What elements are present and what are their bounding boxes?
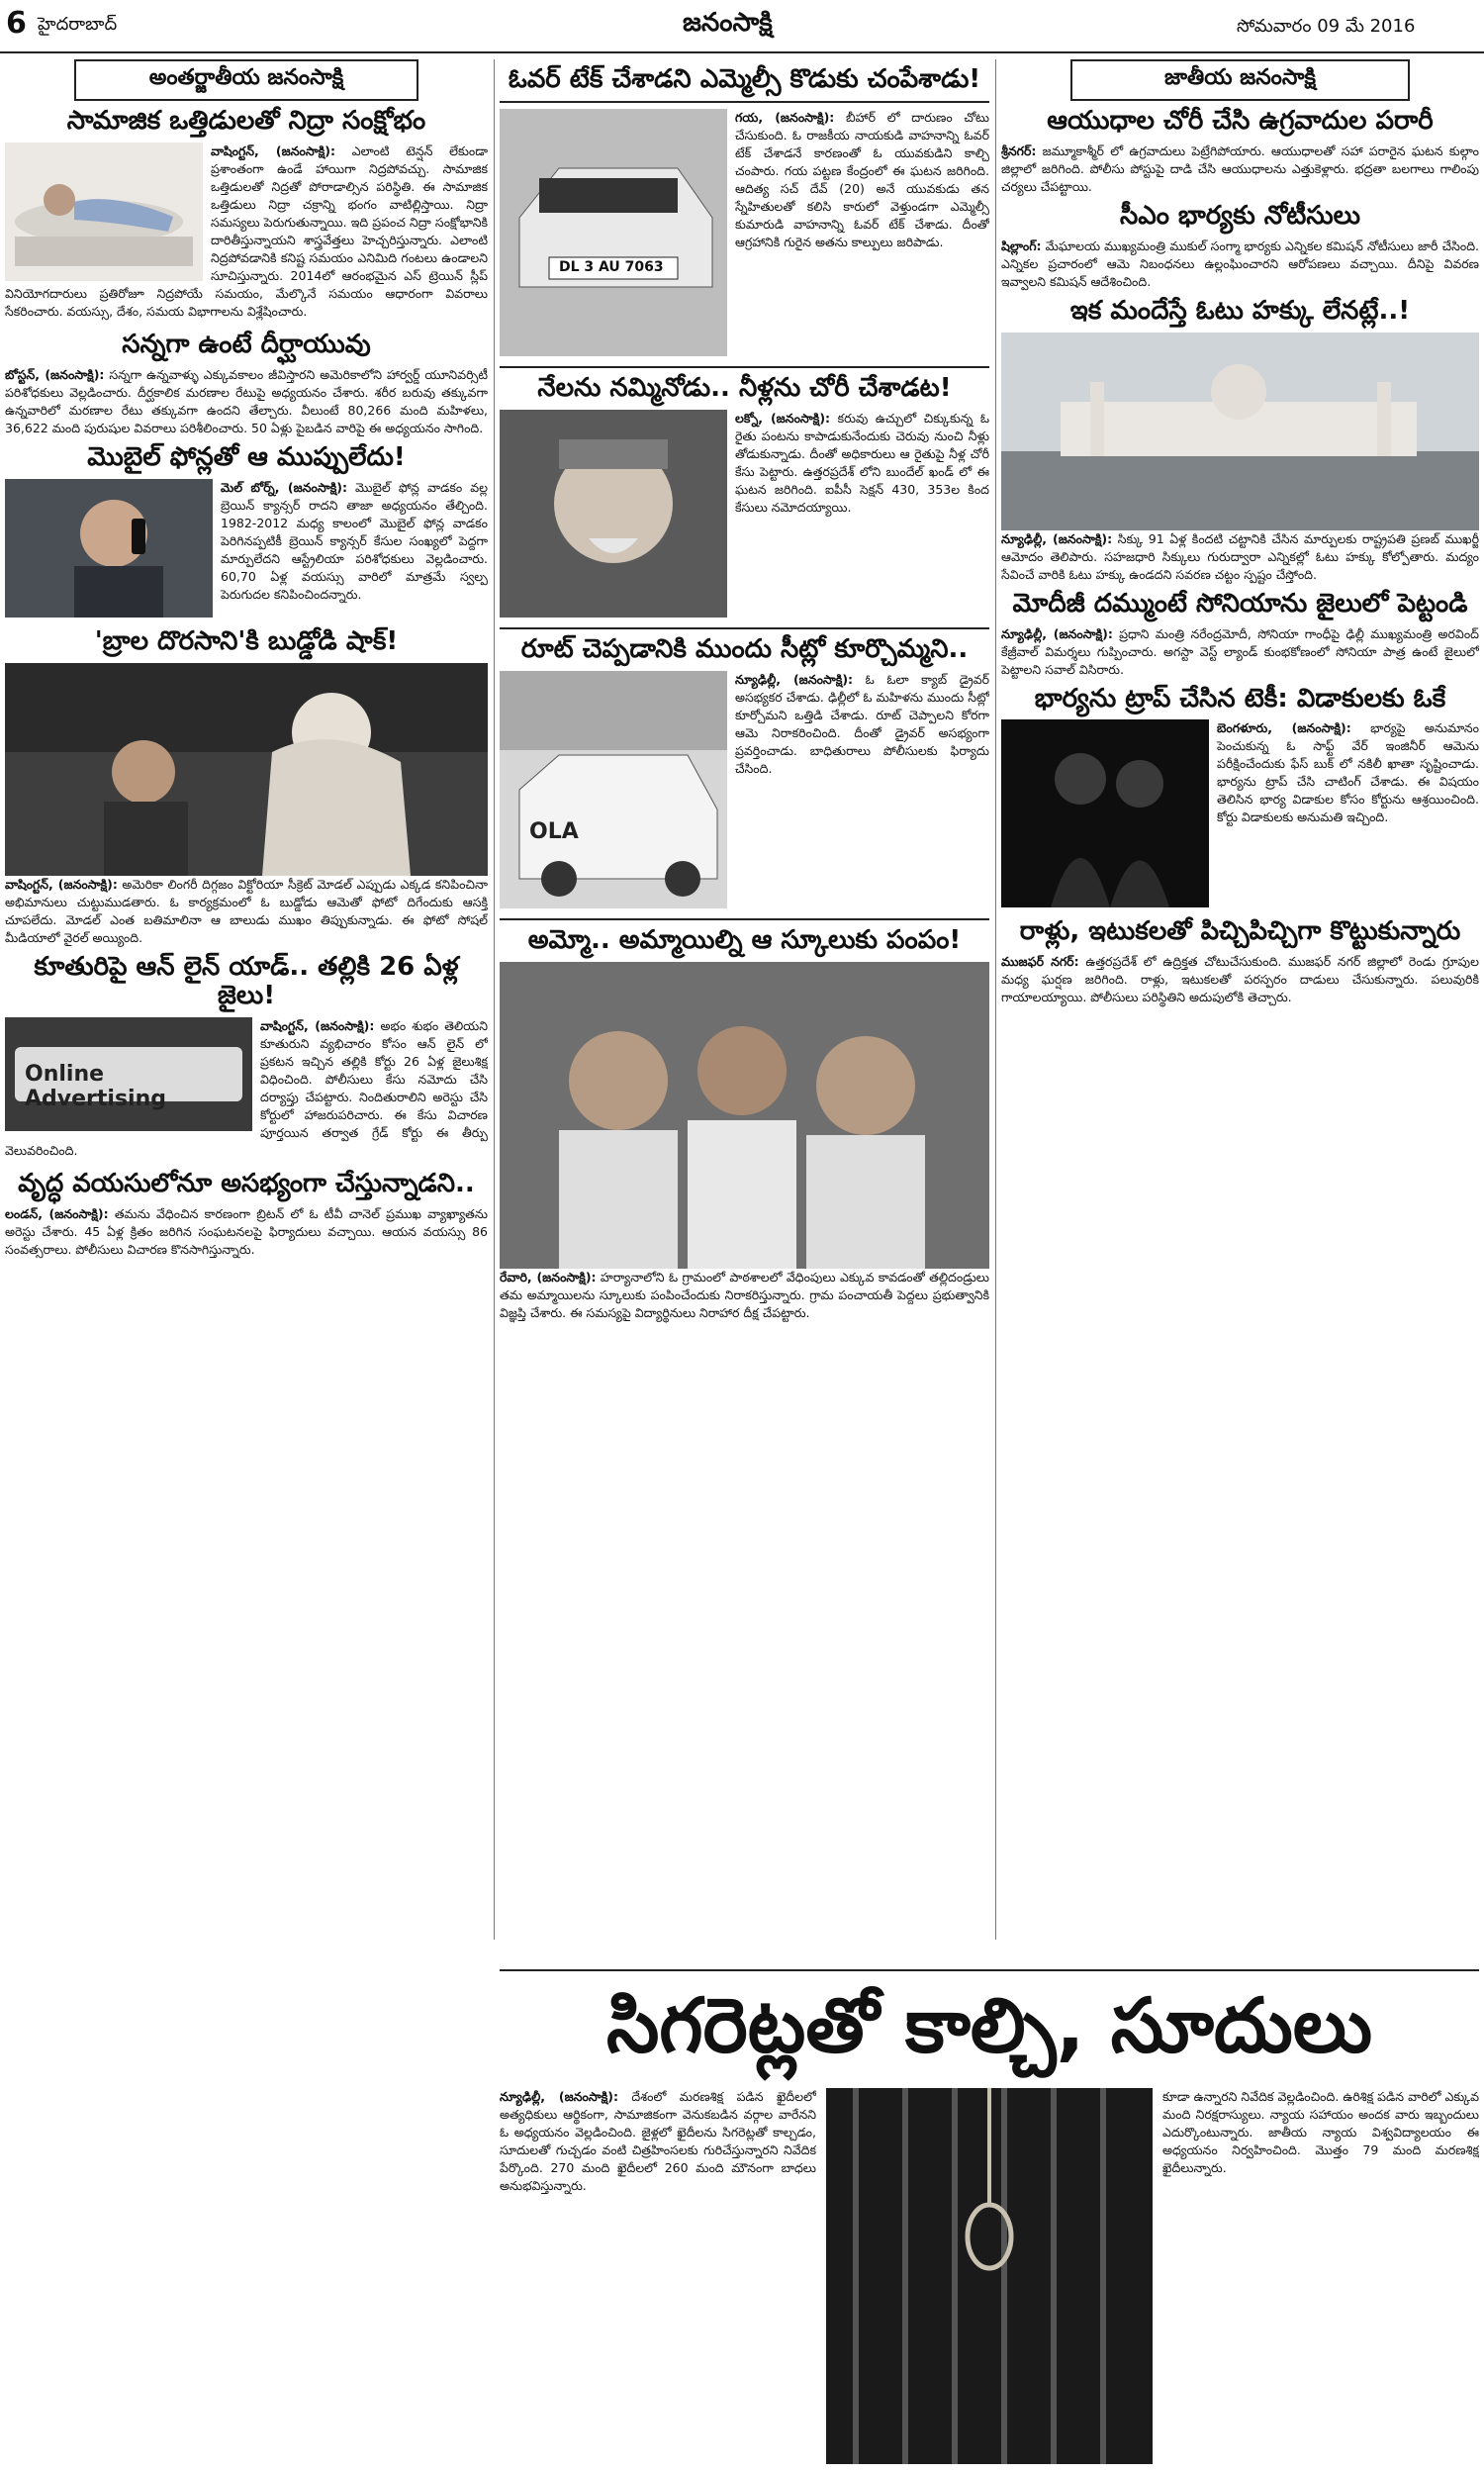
article-body: అభం శుభం తెలియని కూతురుని వ్యభిచారం కోసం ఆన్ లైన్ లో ప్రకటన ఇచ్చిన తల్లికి కోర్టు 26 ఏళ్ల జైలుశిక్ష విధించింది. పోలీసులు కేసు నమోదు చేసి దర్యాప్తు చేపట్టారు. నిందితురాలిని అరెస్టు చేసి కోర్టులో హాజరుపరిచారు. ఈ కేసు విచారణ పూర్తయిన తర్వాత గ్రేడ్ కోర్టు ఈ తీర్పు వెలువరించింది. bbox=[5, 1018, 488, 1159]
article-title: సామాజిక ఒత్తిడులతో నిద్రా సంక్షోభం bbox=[66, 106, 426, 136]
article-title: నేలను నమ్మినోడు.. నీళ్లను చోరీ చేశాడట! bbox=[500, 366, 989, 404]
article-body: ఉత్తరప్రదేశ్ లో ఉద్రిక్తత చోటుచేసుకుంది. ముజఫర్ నగర్ జిల్లాలో రెండు గ్రూపుల మధ్య ఘర్షణ జరిగింది. రాళ్లు, ఇటుకలతో పరస్పరం దాడులు చేసుకున్నారు. పలువురికి గాయాలయ్యాయి. పోలీసులు పరిస్థితిని అదుపులోకి తెచ్చారు. bbox=[1001, 954, 1479, 1005]
article-body: దేశంలో మరణశిక్ష పడిన ఖైదీలలో అత్యధికులు ఆర్థికంగా, సామాజికంగా వెనుకబడిన వర్గాల వారేనని ఓ అధ్యయనం వెల్లడించింది. జైళ్లలో ఖైదీలను సిగరెట్లతో కాల్చడం, సూదులతో గుచ్చడం వంటి చిత్రహింసలకు గురిచేస్తున్నారని నివేదిక పేర్కొంది. 270 మంది ఖైదీలలో 260 మంది మౌనంగా బాధలు అనుభవిస్తున్నారు. bbox=[500, 2089, 816, 2193]
article-title: సన్నగా ఉంటే దీర్ఘాయువు bbox=[122, 329, 371, 359]
farmer-photo bbox=[500, 410, 727, 618]
dateline: షిల్లాంగ్: bbox=[1001, 238, 1042, 253]
dateline: బోస్టన్, (జనంసాక్షి): bbox=[5, 366, 105, 382]
article-title: అమ్మో.. అమ్మాయిల్ని ఆ స్కూలుకు పంపం! bbox=[500, 918, 989, 956]
dateline: వాషింగ్టన్, (జనంసాక్షి): bbox=[260, 1018, 375, 1034]
article-title: ఆయుధాల చోరీ చేసి ఉగ్రవాదుల పరారీ bbox=[1047, 106, 1434, 136]
article-title: 'బ్రాల దొరసాని'కి బుడ్డోడి షాక్! bbox=[94, 625, 399, 656]
article-title: సీఎం భార్యకు నోటీసులు bbox=[1119, 200, 1361, 231]
article-body: జమ్మూకాశ్మీర్ లో ఉగ్రవాదులు పెట్రేగిపోయారు. ఆయుధాలతో సహా పరారైన ఘటన కుల్గాం జిల్లాలో జరిగింది. పోలీసు పోస్టుపై దాడి చేసి ఆయుధాలను ఎత్తుకెళ్లారు. భద్రతా బలగాలు గాలింపు చర్యలు చేపట్టాయి. bbox=[1001, 143, 1479, 194]
article-body: అమెరికా లింగరీ దిగ్గజం విక్టోరియా సీక్రెట్ మోడల్ ఎప్పుడు ఎక్కడ కనిపించినా అభిమానులు చుట్టుముడతారు. ఓ కార్యక్రమంలో ఓ బుడ్డోడు ఆమెతో ఫోటో దిగేందుకు ఆసక్తి చూపలేదు. మోడల్ ఎంత బతిమాలినా ఆ బాలుడు ముఖం తిప్పుకున్నాడు. ఈ ఫోటో సోషల్ మీడియాలో వైరల్ అయ్యింది. bbox=[5, 876, 488, 945]
article-cm-wife-notice bbox=[1001, 202, 1479, 291]
article-elderly-anchor bbox=[5, 1170, 488, 1259]
man-on-phone-photo bbox=[5, 479, 213, 618]
dateline: న్యూఢిల్లీ, (జనంసాక్షి): bbox=[735, 671, 854, 687]
article-title: వృద్ధ వయసులోనూ అసభ్యంగా చేస్తున్నాడని.. bbox=[18, 1169, 475, 1199]
article-sleep-crisis bbox=[5, 107, 488, 325]
dateline: న్యూఢిల్లీ, (జనంసాక్షి): bbox=[1001, 625, 1113, 641]
dateline: లండన్, (జనంసాక్షి): bbox=[5, 1206, 109, 1222]
ola-cab-photo bbox=[500, 671, 727, 908]
article-mobile-phones bbox=[5, 443, 488, 621]
article-lingerie-model bbox=[5, 627, 488, 947]
article-online-ad bbox=[5, 953, 488, 1165]
sleeping-woman-photo bbox=[5, 143, 203, 281]
section-header-national: జాతీయ జనంసాక్షి bbox=[1070, 59, 1410, 101]
dateline: మెల్ బోర్న్, (జనంసాక్షి): bbox=[221, 479, 347, 495]
article-body: ఎలాంటి టెన్షన్ లేకుండా ప్రశాంతంగా ఉండే హాయిగా నిద్రపోవచ్చు. సామాజిక ఒత్తిడులతో నిద్రతో పోరాడాల్సిన పరిస్థితి. ఈ సామాజిక ఒత్తిడులు నిద్రా చక్రాన్ని భంగం వాటిల్లిస్తాయి. నిద్రా సమస్యలు పెరుగుతున్నాయి. ఇది ప్రపంచ నిద్రా సంక్షోభానికి దారితీస్తున్నాయని శాస్త్రవేత్తలు హెచ్చరిస్తున్నారు. ఎలాంటి నిద్రపోవడానికి కనిష్ట సమయం ఎనిమిది గంటలు ఉండాలని సూచిస్తున్నారు. 2014లో ఆరంభమైన ఎస్ ట్రెయిన్ స్లీప్ వినియోగదారులు ప్రతిరోజూ నిద్రపోయే సమయం, మేల్కొనే సమయం ఆధారంగా వివరాలు సేకరించారు. వయస్సు, దేశం, సమయ విభాగాలను విశ్లేషించారు. bbox=[5, 143, 488, 319]
silhouette-couple-photo bbox=[1001, 719, 1209, 907]
article-thin-longevity bbox=[5, 331, 488, 437]
edition-city: హైదరాబాద్ bbox=[38, 14, 118, 35]
dateline: బెంగళూరు, (జనంసాక్షి): bbox=[1217, 720, 1351, 736]
issue-date: సోమవారం 09 మే 2016 bbox=[1237, 16, 1416, 37]
prison-noose-photo bbox=[826, 2088, 1153, 2464]
dateline: శ్రీనగర్: bbox=[1001, 143, 1037, 158]
article-title: ఓవర్ టేక్ చేశాడని ఎమ్మెల్సీ కొడుకు చంపేశాడు! bbox=[500, 65, 989, 103]
column-divider bbox=[995, 59, 996, 1940]
dateline: రేవారి, (జనంసాక్షి): bbox=[500, 1269, 597, 1285]
column-divider bbox=[494, 59, 495, 1940]
number-plate: DL 3 AU 7063 bbox=[559, 258, 664, 275]
middle-column bbox=[500, 59, 989, 1959]
article-body: సిక్కు 91 ఏళ్ల కిందటి చట్టానికి చేసిన మార్పులకు రాష్ట్రపతి ప్రణబ్ ముఖర్జీ ఆమోదం తెలిపారు. సహజధారి సిక్కులు గురుద్వారా ఎన్నికల్లో ఓటు హక్కు కోల్పోతారు. మద్యం సేవించే వారికి ఓటు హక్కు ఉండదని సవరణ చట్టం స్పష్టం చేస్తోంది. bbox=[1001, 530, 1479, 582]
article-voting-rights bbox=[1001, 297, 1479, 584]
article-title: మొబైల్ ఫోన్లతో ఆ ముప్పులేదు! bbox=[87, 441, 406, 472]
car-photo bbox=[500, 109, 727, 356]
cigarette-story-title: సిగరెట్లతో కాల్చి, సూదులు bbox=[500, 1969, 1479, 2080]
article-title: భార్యను ట్రాప్ చేసిన టెకీ: విడాకులకు ఓకే bbox=[1034, 683, 1446, 714]
article-body: కూడా ఉన్నారని నివేదిక వెల్లడించింది. ఉరిశిక్ష పడిన వారిలో ఎక్కువ మంది నిరక్షరాస్యులు. న్యాయ సహాయం అందక వారు ఇబ్బందులు ఎదుర్కొంటున్నారు. జాతీయ న్యాయ విశ్వవిద్యాలయం ఈ అధ్యయనం నిర్వహించింది. మొత్తం 79 మంది మరణశిక్ష ఖైదీలున్నారు. bbox=[1162, 2089, 1479, 2175]
dateline: ముజఫర్ నగర్: bbox=[1001, 954, 1079, 970]
dateline: గయ, (జనంసాక్షి): bbox=[735, 109, 835, 125]
cigarette-story-text-left bbox=[500, 2088, 816, 2464]
article-title: మోదీజీ దమ్ముంటే సోనియాను జైలులో పెట్టండి bbox=[1012, 588, 1468, 618]
ola-logo: OLA bbox=[529, 818, 579, 844]
article-body: భార్యపై అనుమానం పెంచుకున్న ఓ సాఫ్ట్ వేర్ ఇంజినీర్ ఆమెను పరీక్షించేందుకు ఫేస్ బుక్ లో నకిలీ ఖాతా సృష్టించాడు. భార్యను ట్రాప్ చేసి చాటింగ్ చేశాడు. ఈ విషయం తెలిసిన భార్య విడాకుల కోసం కోర్టును ఆశ్రయించింది. కోర్టు విడాకులకు అనుమతి ఇచ్చింది. bbox=[1217, 720, 1479, 825]
article-school-girls bbox=[500, 918, 989, 1322]
model-and-boy-photo bbox=[5, 663, 488, 876]
schoolgirls-photo bbox=[500, 962, 989, 1269]
cigarette-story-text-right bbox=[1162, 2088, 1479, 2464]
national-column bbox=[1001, 59, 1479, 1959]
dateline: వాషింగ్టన్, (జనంసాక్షి): bbox=[211, 143, 335, 158]
golden-temple-photo bbox=[1001, 333, 1479, 530]
article-modi-sonia bbox=[1001, 590, 1479, 679]
article-body: మొబైల్ ఫోన్ల వాడకం వల్ల బ్రెయిన్ క్యాన్సర్ రాదని తాజా అధ్యయనం తేల్చింది. 1982-2012 మధ్య కాలంలో మొబైల్ ఫోన్ల వాడకం పెరిగినప్పటికీ బ్రెయిన్ క్యాన్సర్ కేసుల సంఖ్యలో పెద్దగా మార్పులేదని ఆస్ట్రేలియా పరిశోధకులు వెల్లడించారు. 60,70 ఏళ్ల వయస్సు వారిలో మాత్రమే స్వల్ప పెరుగుదల కనిపించిందన్నారు. bbox=[221, 479, 488, 602]
section-header-international: అంతర్జాతీయ జనంసాక్షి bbox=[74, 59, 418, 101]
article-body: బీహార్ లో దారుణం చోటు చేసుకుంది. ఓ రాజకీయ నాయకుడి వాహనాన్ని ఓవర్ టేక్ చేశాడనే కారణంతో ఓ యువకుడిని కాల్చి చంపారు. గయ పట్టణ కేంద్రంలో ఈ ఘటన జరిగింది. ఆదిత్య సచ్ దేవ్ (20) అనే యువకుడు తన స్నేహితులతో కలిసి కారులో వెళ్తుండగా ఎమ్మెల్సీ కుమారుడి వాహనాన్ని ఓవర్ టేక్ చేశాడు. దీంతో ఆగ్రహానికి గురైన అతను కాల్పులు జరిపాడు. bbox=[735, 109, 989, 249]
dateline: లక్నో, (జనంసాక్షి): bbox=[735, 410, 831, 426]
article-body: ఓ ఓలా క్యాబ్ డ్రైవర్ అసభ్యకర చేశాడు. ఢిల్లీలో ఓ మహిళను ముందు సీట్లో కూర్చోమని ఒత్తిడి చేశాడు. రూట్ చెప్పాలని కోరగా ఆమె నిరాకరించింది. దీంతో డ్రైవర్ అసభ్యంగా ప్రవర్తించాడు. బాధితురాలు పోలీసులకు ఫిర్యాదు చేసింది. bbox=[735, 671, 989, 776]
article-body: కరువు ఉచ్చులో చిక్కుకున్న ఓ రైతు పంటను కాపాడుకునేందుకు చెరువు నుంచి నీళ్లు తోడుకున్నాడు. దీంతో అధికారులు ఆ రైతుపై నీళ్ల చోరీ కేసు పెట్టారు. ఉత్తరప్రదేశ్ లోని బుందేల్ ఖండ్ లో ఈ ఘటన జరిగింది. ఐపీసీ సెక్షన్ 430, 353ల కింద కేసులు నమోదయ్యాయి. bbox=[735, 410, 989, 515]
article-ola-driver bbox=[500, 627, 989, 912]
article-body: సన్నగా ఉన్నవాళ్ళు ఎక్కువకాలం జీవిస్తారని అమెరికాలోని హార్వర్డ్ యూనివర్సిటీ పరిశోధకులు వెల్లడించారు. దీర్ఘకాలిక మరణాల రేటుపై అధ్యయనం చేశారు. శరీర బరువు తక్కువగా ఉన్నవారిలో మరణాల రేటు తక్కువగా ఉందని తేల్చారు. వీలుంటే 80,266 మంది మహిళలు, 36,622 మంది పురుషుల వివరాలు పరిశీలించారు. 50 ఏళ్లు పైబడిన వారిపై ఈ అధ్యయనం సాగింది. bbox=[5, 366, 488, 435]
page-header bbox=[0, 0, 1484, 53]
article-body: తమను వేధించిన కారణంగా బ్రిటన్ లో ఓ టీవీ చానెల్ ప్రముఖ వ్యాఖ్యాతను అరెస్టు చేశారు. 45 ఏళ్ల క్రితం జరిగిన సంఘటనలపై ఫిర్యాదులు వచ్చాయి. ఆయన వయస్సు 86 సంవత్సరాలు. పోలీసులు విచారణ కొనసాగిస్తున్నారు. bbox=[5, 1206, 488, 1258]
dateline: న్యూఢిల్లీ, (జనంసాక్షి): bbox=[1001, 530, 1113, 546]
article-brick-clash bbox=[1001, 917, 1479, 1006]
article-techie-divorce bbox=[1001, 685, 1479, 912]
article-title: రూట్ చెప్పడానికి ముందు సీట్లో కూర్చొమ్మని.. bbox=[500, 627, 989, 665]
article-title: కూతురిపై ఆన్ లైన్ యాడ్.. తల్లికి 26 ఏళ్ల జైలు! bbox=[34, 951, 459, 1011]
article-water-theft bbox=[500, 366, 989, 621]
international-column bbox=[5, 59, 488, 2464]
article-body: ప్రధాని మంత్రి నరేంద్రమోదీ, సోనియా గాంధీపై ఢిల్లీ ముఖ్యమంత్రి అరవింద్ కేజ్రీవాల్ విమర్శలు గుప్పించారు. అగస్టా వెస్ట్ ల్యాండ్ కుంభకోణంలో సోనియా పాత్ర ఉంటే జైలులో పెట్టాలని సవాల్ విసిరారు. bbox=[1001, 625, 1479, 677]
article-weapons-theft bbox=[1001, 107, 1479, 196]
article-title: ఇక మందేస్తే ఓటు హక్కు లేనట్లే..! bbox=[1069, 295, 1411, 326]
dateline: న్యూఢిల్లీ, (జనంసాక్షి): bbox=[500, 2089, 618, 2104]
dateline: వాషింగ్టన్, (జనంసాక్షి): bbox=[5, 876, 118, 892]
article-body: హర్యానాలోని ఓ గ్రామంలో పాఠశాలలో వేధింపులు ఎక్కువ కావడంతో తల్లిదండ్రులు తమ అమ్మాయిలను స్కూలుకు పంపించేందుకు నిరాకరిస్తున్నారు. గ్రామ పంచాయతీ పెద్దలు ప్రభుత్వానికి విజ్ఞప్తి చేశారు. ఈ సమస్యపై విద్యార్థినులు నిరాహార దీక్ష చేపట్టారు. bbox=[500, 1269, 989, 1320]
article-mlc-son bbox=[500, 65, 989, 360]
article-title: రాళ్లు, ఇటుకలతో పిచ్చిపిచ్చిగా కొట్టుకున్నారు bbox=[1019, 916, 1461, 947]
online-advertising-photo bbox=[5, 1017, 252, 1131]
online-advertising-label: Online Advertising bbox=[25, 1062, 166, 1112]
masthead-logo: జనంసాక్షి bbox=[683, 8, 773, 38]
article-body: మేఘాలయ ముఖ్యమంత్రి ముకుల్ సంగ్మా భార్యకు ఎన్నికల కమిషన్ నోటీసులు జారీ చేసింది. ఎన్నికల ప్రచారంలో ఆమె నిబంధనలు ఉల్లంఘించారని ఆరోపణలు వచ్చాయి. దీనిపై వివరణ ఇవ్వాలని కమిషన్ ఆదేశించింది. bbox=[1001, 238, 1479, 289]
page-number: 6 bbox=[6, 6, 27, 41]
